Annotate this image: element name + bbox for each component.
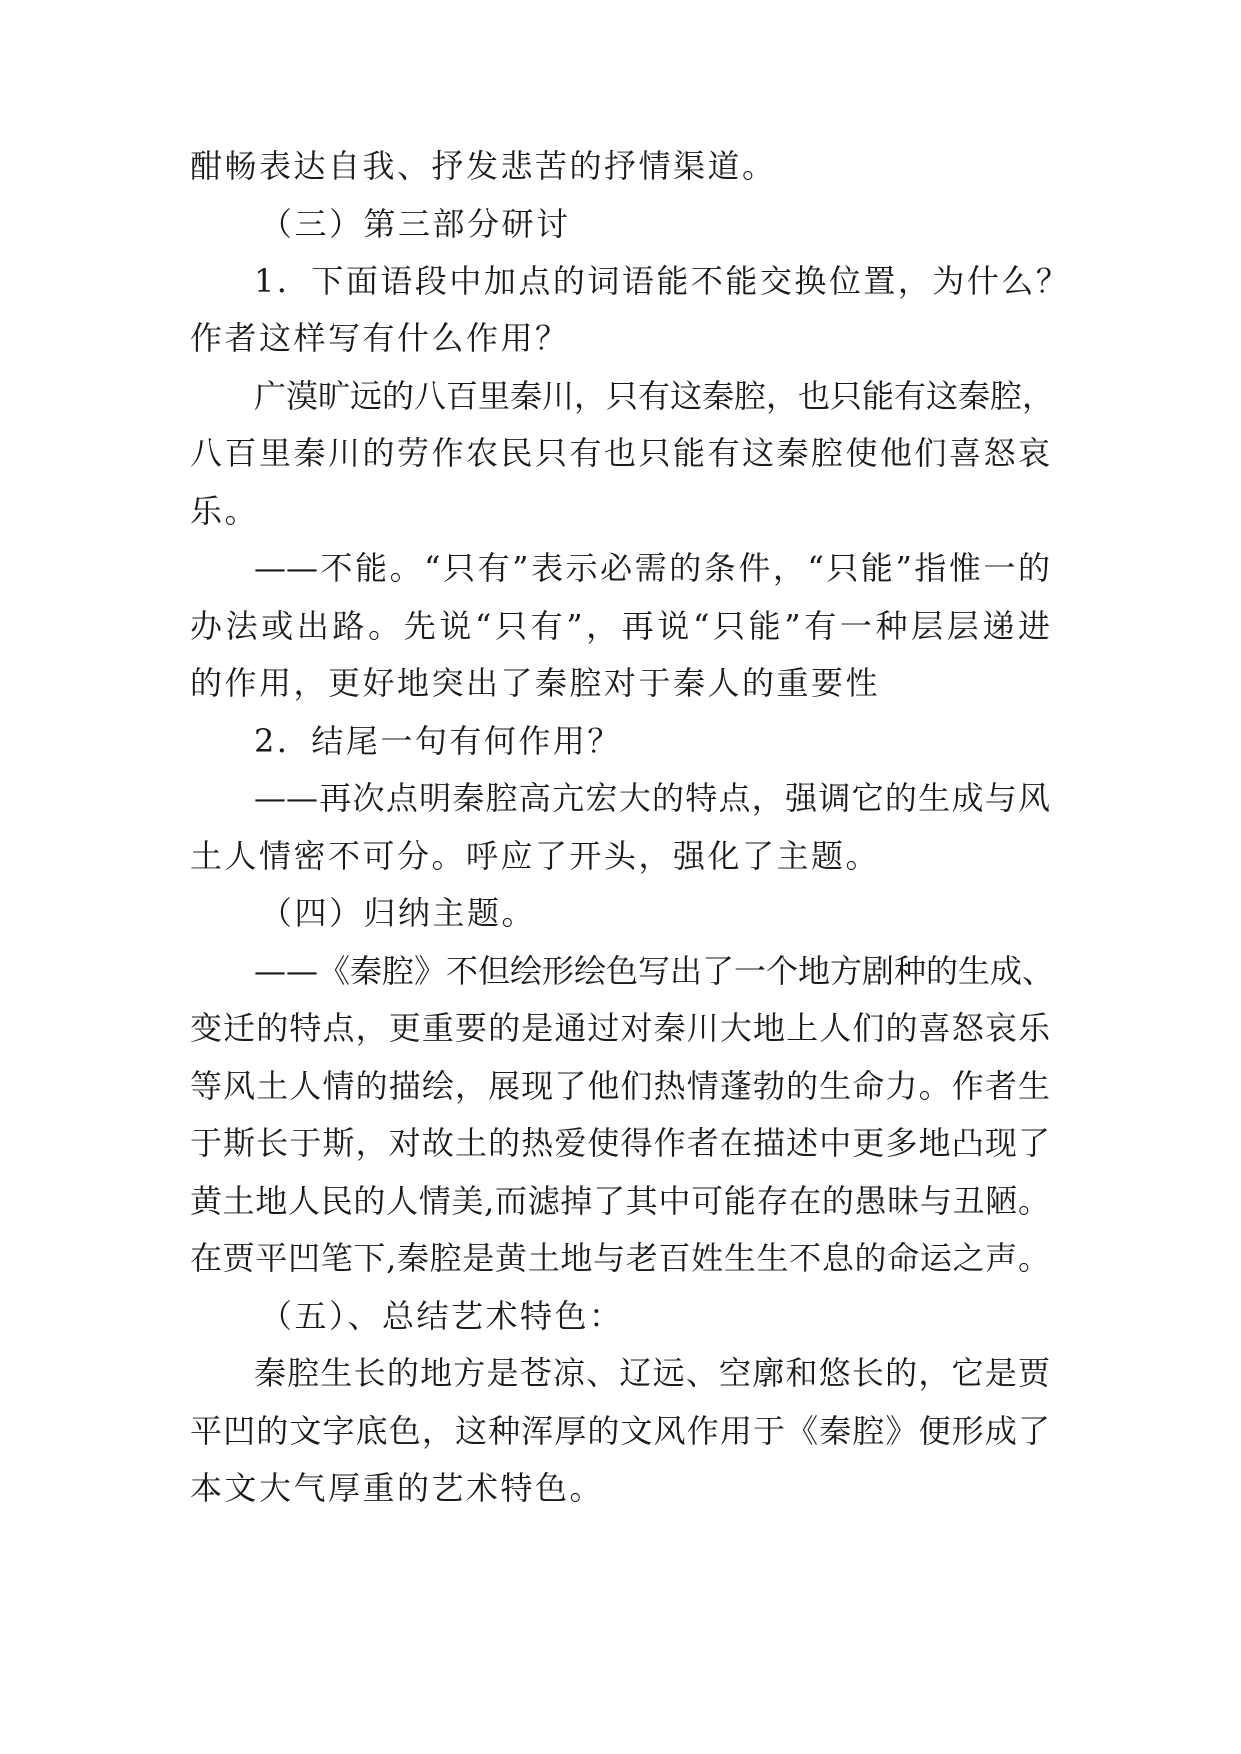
section-heading-3: （三）第三部分研讨 [260,205,571,243]
theme-line-1: ——《秦腔》不但绘形绘色写出了一个地方剧种的生成、 [254,952,1055,990]
question-2: 2．结尾一句有何作用？ [254,722,622,760]
quote-line-2: 八百里秦川的劳作农民只有也只能有这秦腔使他们喜怒哀 [190,434,1050,472]
section-heading-5: （五）、总结艺术特色： [260,1297,624,1335]
quote-line-1: 广漠旷远的八百里秦川，只有这秦腔，也只能有这秦腔， [254,377,1055,415]
art-line-1: 秦腔生长的地方是苍凉、辽远、空廓和悠长的，它是贾 [254,1354,1050,1392]
theme-line-6: 在贾平凹笔下,秦腔是黄土地与老百姓生生不息的命运之声。 [190,1239,1050,1277]
question-1-line-1: 1．下面语段中加点的词语能不能交换位置，为什么？ [254,262,1071,300]
answer-2-line-2: 土人情密不可分。呼应了开头，强化了主题。 [190,837,881,875]
art-line-3: 本文大气厚重的艺术特色。 [190,1469,605,1507]
answer-1-line-2: 办法或出路。先说“只有”，再说“只能”有一种层层递进 [190,607,1050,645]
section-heading-4: （四）归纳主题。 [260,894,537,932]
answer-1-line-1: ——不能。“只有”表示必需的条件，“只能”指惟一的 [254,549,1050,587]
theme-line-3: 等风土人情的描绘，展现了他们热情蓬勃的生命力。作者生 [190,1067,1050,1105]
paragraph-line-1: 酣畅表达自我、抒发悲苦的抒情渠道。 [190,147,777,185]
theme-line-2: 变迁的特点，更重要的是通过对秦川大地上人们的喜怒哀乐 [190,1009,1050,1047]
theme-line-4: 于斯长于斯，对故土的热爱使得作者在描述中更多地凸现了 [190,1124,1050,1162]
theme-line-5: 黄土地人民的人情美,而滤掉了其中可能存在的愚昧与丑陋。 [190,1182,1050,1220]
answer-1-line-3: 的作用，更好地突出了秦腔对于秦人的重要性 [190,664,881,702]
answer-2-line-1: ——再次点明秦腔高亢宏大的特点，强调它的生成与风 [254,779,1050,817]
art-line-2: 平凹的文字底色，这种浑厚的文风作用于《秦腔》便形成了 [190,1412,1050,1450]
question-1-line-2: 作者这样写有什么作用？ [190,319,570,357]
quote-line-3: 乐。 [190,492,260,530]
